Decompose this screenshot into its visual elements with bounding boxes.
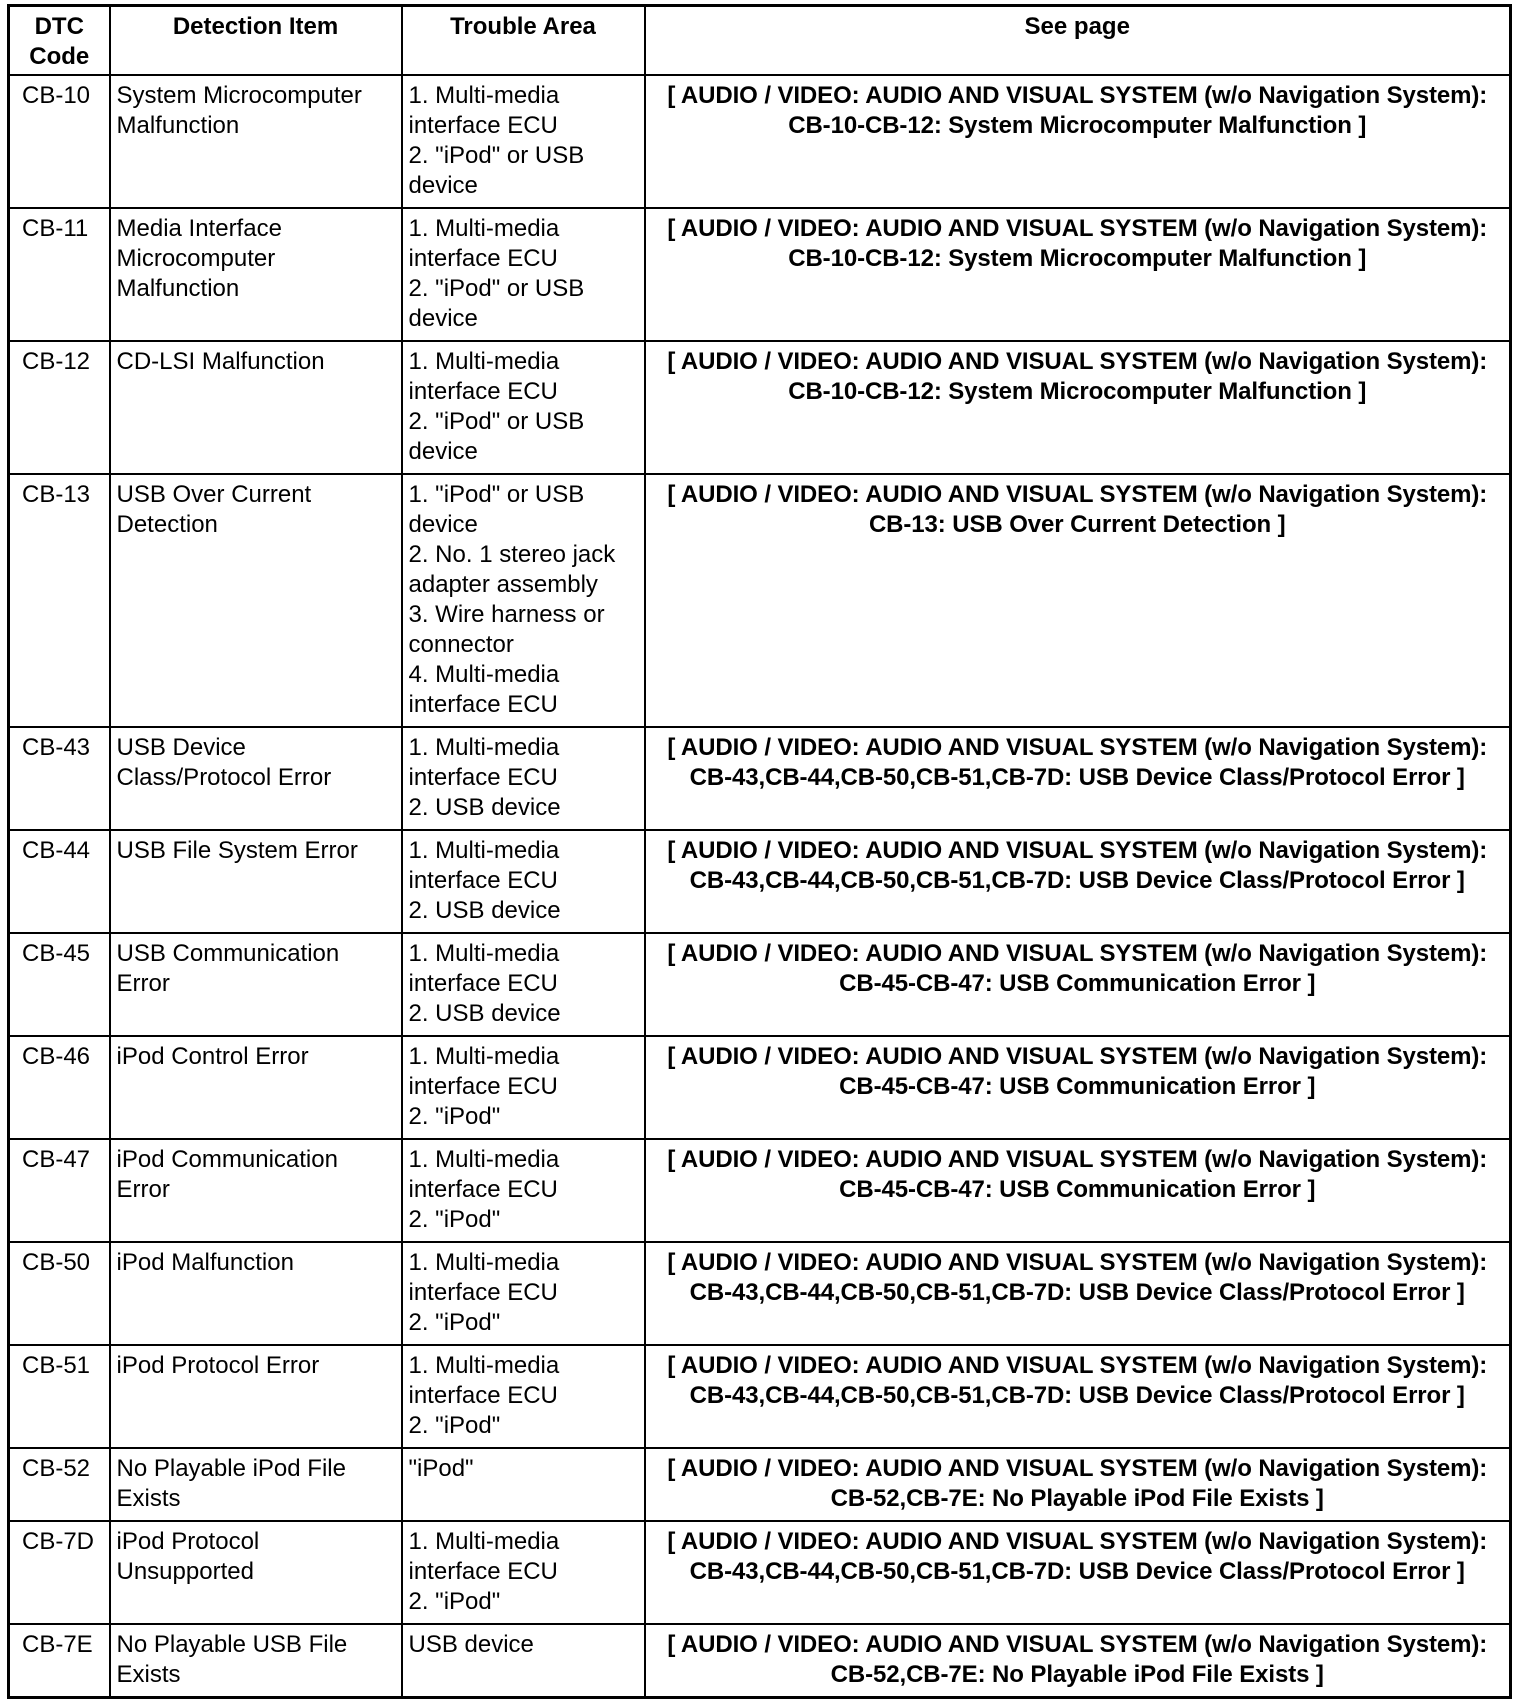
detection-item-cell: iPod Communication Error [110,1139,402,1242]
table-row [9,1036,1511,1139]
dtc-code-cell: CB-7D [9,1521,110,1624]
trouble-area-line: 1. "iPod" or USB device [408,481,585,538]
table-row [9,1624,1511,1698]
table-row [9,208,1511,341]
table-body [9,75,1511,1698]
see-page-link[interactable]: [ AUDIO / VIDEO: AUDIO AND VISUAL SYSTEM (w/o Navigation System): CB-43,CB-44,CB-50,CB-51,CB-7D: USB Device Class/Protocol Error ] [645,1242,1511,1345]
trouble-area-line: 2. USB device [408,794,561,821]
trouble-area-line: 3. Wire harness or connector [408,601,605,658]
see-page-link[interactable]: [ AUDIO / VIDEO: AUDIO AND VISUAL SYSTEM (w/o Navigation System): CB-45-CB-47: USB Communication Error ] [645,1139,1511,1242]
dtc-code-cell: CB-13 [9,474,110,727]
detection-item-cell: System Microcomputer Malfunction [110,75,402,208]
dtc-code-cell: CB-50 [9,1242,110,1345]
trouble-area-cell [402,1624,645,1698]
see-page-link[interactable]: [ AUDIO / VIDEO: AUDIO AND VISUAL SYSTEM (w/o Navigation System): CB-13: USB Over Current Detection ] [645,474,1511,727]
table-row [9,341,1511,474]
see-page-link[interactable]: [ AUDIO / VIDEO: AUDIO AND VISUAL SYSTEM (w/o Navigation System): CB-45-CB-47: USB Communication Error ] [645,1036,1511,1139]
dtc-code-cell: CB-12 [9,341,110,474]
dtc-code-cell: CB-7E [9,1624,110,1698]
see-page-link[interactable]: [ AUDIO / VIDEO: AUDIO AND VISUAL SYSTEM (w/o Navigation System): CB-43,CB-44,CB-50,CB-51,CB-7D: USB Device Class/Protocol Error ] [645,1521,1511,1624]
trouble-area-line: 2. "iPod" or USB device [408,408,585,465]
header-detection-item: Detection Item [110,6,402,76]
see-page-link[interactable]: [ AUDIO / VIDEO: AUDIO AND VISUAL SYSTEM (w/o Navigation System): CB-45-CB-47: USB Communication Error ] [645,933,1511,1036]
trouble-area-line: 2. "iPod" [408,1412,501,1439]
trouble-area-cell [402,830,645,933]
trouble-area-line: 2. "iPod" [408,1103,501,1130]
trouble-area-line: 1. Multi-media interface ECU [408,215,560,272]
trouble-area-cell [402,1242,645,1345]
see-page-link[interactable]: [ AUDIO / VIDEO: AUDIO AND VISUAL SYSTEM (w/o Navigation System): CB-10-CB-12: System Microcomputer Malfunction ] [645,208,1511,341]
trouble-area-line: 1. Multi-media interface ECU [408,1146,560,1203]
trouble-area-cell [402,1036,645,1139]
trouble-area-cell [402,1448,645,1521]
dtc-code-cell: CB-11 [9,208,110,341]
detection-item-cell: iPod Protocol Unsupported [110,1521,402,1624]
detection-item-cell: No Playable USB File Exists [110,1624,402,1698]
trouble-area-cell [402,341,645,474]
trouble-area-cell [402,75,645,208]
trouble-area-line: 1. Multi-media interface ECU [408,82,560,139]
trouble-area-line: 1. Multi-media interface ECU [408,1528,560,1585]
table-row [9,1448,1511,1521]
table-row [9,75,1511,208]
trouble-area-line: 1. Multi-media interface ECU [408,1043,560,1100]
dtc-table [7,4,1512,1699]
trouble-area-line: 2. "iPod" [408,1309,501,1336]
table-row [9,1521,1511,1624]
table-row [9,933,1511,1036]
dtc-code-cell: CB-51 [9,1345,110,1448]
trouble-area-line: 1. Multi-media interface ECU [408,837,560,894]
dtc-code-cell: CB-44 [9,830,110,933]
trouble-area-cell [402,1521,645,1624]
dtc-code-cell: CB-52 [9,1448,110,1521]
header-see-page: See page [645,6,1511,76]
trouble-area-line: 2. USB device [408,897,561,924]
trouble-area-cell [402,727,645,830]
detection-item-cell: USB File System Error [110,830,402,933]
trouble-area-line: 1. Multi-media interface ECU [408,734,560,791]
trouble-area-line: 2. "iPod" [408,1588,501,1615]
see-page-link[interactable]: [ AUDIO / VIDEO: AUDIO AND VISUAL SYSTEM (w/o Navigation System): CB-52,CB-7E: No Playable iPod File Exists ] [645,1624,1511,1698]
trouble-area-cell [402,1345,645,1448]
header-trouble-area: Trouble Area [402,6,645,76]
trouble-area-line: 2. USB device [408,1000,561,1027]
trouble-area-line: 1. Multi-media interface ECU [408,348,560,405]
detection-item-cell: iPod Malfunction [110,1242,402,1345]
trouble-area-line: 2. No. 1 stereo jack adapter assembly [408,541,616,598]
detection-item-cell: USB Over Current Detection [110,474,402,727]
dtc-code-cell: CB-47 [9,1139,110,1242]
dtc-code-cell: CB-10 [9,75,110,208]
trouble-area-line: 4. Multi-media interface ECU [408,661,560,718]
detection-item-cell: USB Communication Error [110,933,402,1036]
table-row [9,830,1511,933]
trouble-area-line: 2. "iPod" [408,1206,501,1233]
trouble-area-line: 1. Multi-media interface ECU [408,940,560,997]
trouble-area-line: USB device [408,1631,534,1658]
dtc-code-cell: CB-45 [9,933,110,1036]
trouble-area-cell [402,1139,645,1242]
see-page-link[interactable]: [ AUDIO / VIDEO: AUDIO AND VISUAL SYSTEM (w/o Navigation System): CB-43,CB-44,CB-50,CB-51,CB-7D: USB Device Class/Protocol Error ] [645,830,1511,933]
table-row [9,474,1511,727]
trouble-area-line: 2. "iPod" or USB device [408,142,585,199]
table-row [9,1139,1511,1242]
see-page-link[interactable]: [ AUDIO / VIDEO: AUDIO AND VISUAL SYSTEM (w/o Navigation System): CB-43,CB-44,CB-50,CB-51,CB-7D: USB Device Class/Protocol Error ] [645,727,1511,830]
table-row [9,1242,1511,1345]
see-page-link[interactable]: [ AUDIO / VIDEO: AUDIO AND VISUAL SYSTEM (w/o Navigation System): CB-43,CB-44,CB-50,CB-51,CB-7D: USB Device Class/Protocol Error ] [645,1345,1511,1448]
detection-item-cell: Media Interface Microcomputer Malfunction [110,208,402,341]
table-row [9,1345,1511,1448]
trouble-area-line: 1. Multi-media interface ECU [408,1352,560,1409]
table-row [9,727,1511,830]
detection-item-cell: USB Device Class/Protocol Error [110,727,402,830]
trouble-area-cell [402,208,645,341]
trouble-area-line: 2. "iPod" or USB device [408,275,585,332]
trouble-area-line: "iPod" [408,1455,474,1482]
trouble-area-line: 1. Multi-media interface ECU [408,1249,560,1306]
dtc-table-container [7,4,1509,1699]
dtc-code-cell: CB-46 [9,1036,110,1139]
table-header-row [9,6,1511,76]
detection-item-cell: No Playable iPod File Exists [110,1448,402,1521]
trouble-area-cell [402,474,645,727]
detection-item-cell: CD-LSI Malfunction [110,341,402,474]
header-dtc-code: DTC Code [9,6,110,76]
detection-item-cell: iPod Control Error [110,1036,402,1139]
see-page-link[interactable]: [ AUDIO / VIDEO: AUDIO AND VISUAL SYSTEM (w/o Navigation System): CB-52,CB-7E: No Playable iPod File Exists ] [645,1448,1511,1521]
dtc-code-cell: CB-43 [9,727,110,830]
see-page-link[interactable]: [ AUDIO / VIDEO: AUDIO AND VISUAL SYSTEM (w/o Navigation System): CB-10-CB-12: System Microcomputer Malfunction ] [645,75,1511,208]
see-page-link[interactable]: [ AUDIO / VIDEO: AUDIO AND VISUAL SYSTEM (w/o Navigation System): CB-10-CB-12: System Microcomputer Malfunction ] [645,341,1511,474]
detection-item-cell: iPod Protocol Error [110,1345,402,1448]
trouble-area-cell [402,933,645,1036]
